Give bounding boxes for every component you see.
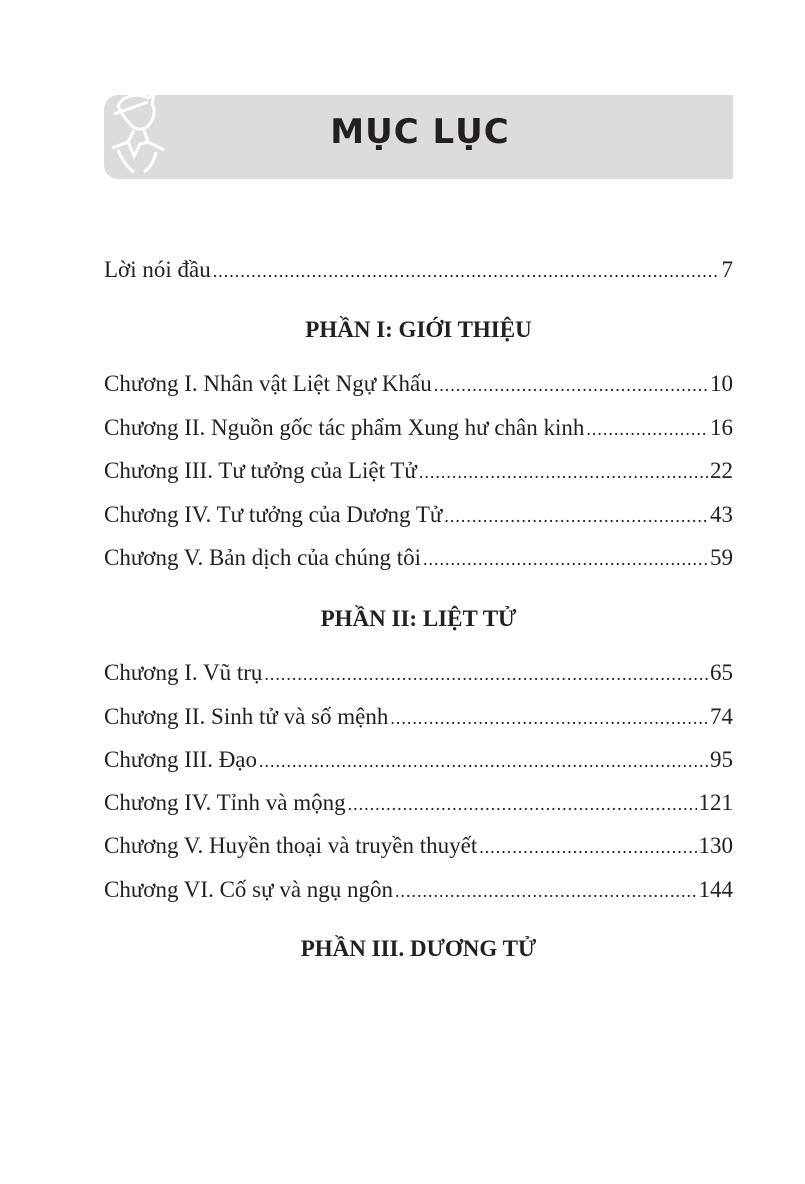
toc-entry-label: Chương III. Đạo [104, 747, 258, 772]
toc-entry-label: Chương III. Tư tưởng của Liệt Tử [104, 458, 417, 483]
dot-leader [419, 457, 708, 487]
toc-entry-label: Chương IV. Tư tưởng của Dương Tử [104, 502, 443, 527]
toc-entry-label: Chương I. Vũ trụ [104, 660, 263, 685]
toc-entry-page: 22 [710, 458, 733, 483]
toc-entry-page: 7 [721, 257, 733, 282]
section-heading-part3: PHẦN III. DƯƠNG TỬ [300, 936, 537, 961]
section-heading-part1: PHẦN I: GIỚI THIỆU [305, 317, 532, 342]
dot-leader [586, 414, 708, 444]
dot-leader [348, 789, 697, 819]
toc-entry-page: 95 [710, 747, 733, 772]
dot-leader [390, 703, 708, 733]
toc-entry[interactable] [104, 702, 733, 733]
toc-entry[interactable] [104, 500, 733, 531]
toc-entry-page: 59 [710, 545, 733, 570]
toc-entry-page: 144 [698, 877, 733, 902]
toc-entry-label: Lời nói đầu [104, 257, 211, 282]
dot-leader [213, 256, 720, 286]
toc-entry-page: 16 [710, 415, 733, 440]
toc-entry[interactable] [104, 788, 733, 819]
toc-entry-label: Chương II. Nguồn gốc tác phẩm Xung hư chân kinh [104, 415, 585, 440]
toc-entry-page: 43 [710, 502, 733, 527]
dot-leader [434, 370, 708, 400]
toc-entry[interactable] [104, 369, 733, 400]
toc-entry[interactable] [104, 658, 733, 689]
toc-entry-label: Chương IV. Tỉnh và mộng [104, 790, 346, 815]
dot-leader [395, 876, 696, 906]
toc-entry-label: Chương VI. Cố sự và ngụ ngôn [104, 877, 394, 902]
toc-entry-page: 130 [698, 833, 733, 858]
toc-entry[interactable] [104, 543, 733, 574]
toc-entry-page: 121 [698, 790, 733, 815]
dot-leader [264, 659, 708, 689]
toc-entry-page: 74 [710, 704, 733, 729]
toc-entry[interactable] [104, 875, 733, 906]
dot-leader [423, 544, 708, 574]
toc-entry[interactable] [104, 456, 733, 487]
toc-entry-page: 65 [710, 660, 733, 685]
toc-entry-page: 10 [710, 371, 733, 396]
toc-entry-label: Chương II. Sinh tử và số mệnh [104, 704, 389, 729]
dot-leader [259, 746, 708, 776]
dot-leader [444, 501, 708, 531]
toc-entry-preface[interactable] [104, 255, 733, 286]
toc-entry-label: Chương I. Nhân vật Liệt Ngự Khấu [104, 371, 432, 396]
dot-leader [479, 832, 696, 862]
toc-entry[interactable] [104, 831, 733, 862]
toc-entry[interactable] [104, 413, 733, 444]
toc-entry-label: Chương V. Huyền thoại và truyền thuyết [104, 833, 478, 858]
page-title: MỤC LỤC [330, 112, 510, 152]
toc-entry-label: Chương V. Bản dịch của chúng tôi [104, 545, 422, 570]
toc-entry[interactable] [104, 745, 733, 776]
sage-portrait-icon [104, 84, 170, 176]
section-heading-part2: PHẦN II: LIỆT TỬ [320, 606, 517, 631]
